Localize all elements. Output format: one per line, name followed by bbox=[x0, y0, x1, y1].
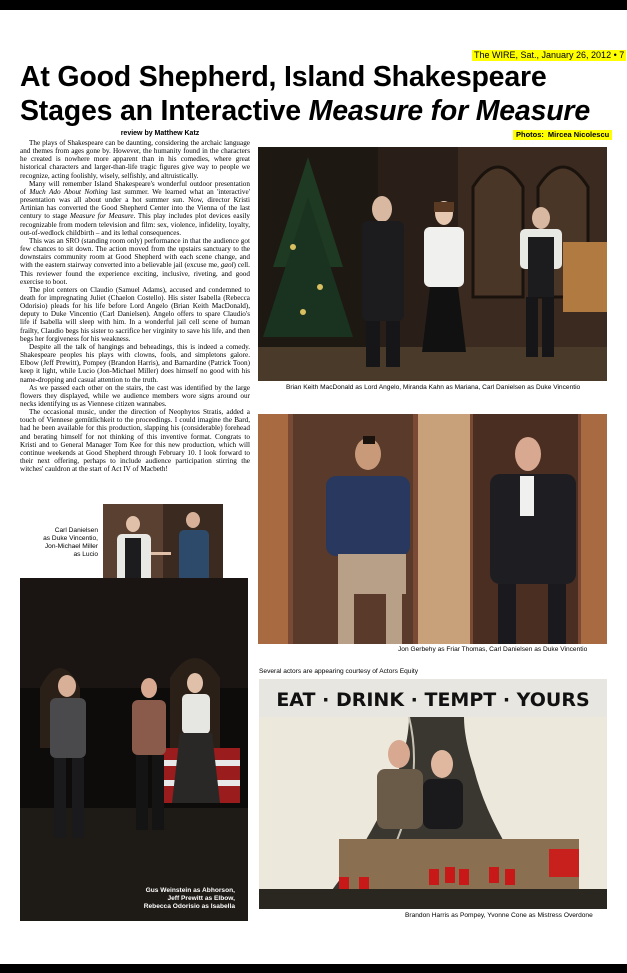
bottom-border bbox=[0, 964, 627, 973]
headline-line-2 bbox=[20, 94, 620, 128]
article-paragraph: The plays of Shakespeare can be daunting, considering the archaic language and themes from ages gone by. However, the humanity found in the characters he created is nowhere more apparent than in his comedies, where great historical characters and larger-than-life tragic figures give way to people we recognize, acting foolishly, wisely, selfishly, and altruistically. bbox=[20, 139, 250, 180]
caption-photo-1: Brian Keith MacDonald as Lord Angelo, Miranda Kahn as Mariana, Carl Danielsen as Duke Vincentio bbox=[286, 384, 581, 391]
dateline: The WIRE, Sat., January 26, 2012 • 7 bbox=[474, 50, 625, 60]
photo-friar-thomas-scene bbox=[258, 414, 607, 644]
headline-line-1: At Good Shepherd, Island Shakespeare bbox=[20, 61, 547, 93]
article-paragraph: As we passed each other on the stairs, the cast was identified by the large flowers they displayed, while we audience members wore signs around our necks identifying us as Viennese citizen wannabes. bbox=[20, 383, 250, 408]
caption-inset: Carl Danielsen as Duke Vincentio, Jon-Michael Miller as Lucio bbox=[43, 527, 98, 558]
banner-text: EAT · DRINK · TEMPT · YOURS bbox=[276, 689, 590, 711]
photos-credit-name: Mircea Nicolescu bbox=[547, 130, 610, 139]
caption-photo-2: Jon Gerbehy as Friar Thomas, Carl Danielsen as Duke Vincentio bbox=[398, 646, 588, 653]
article-paragraph: The occasional music, under the direction of Neophytos Stratis, added a touch of Viennese gemütlichkeit to the proceedings. I could imagine the Bard, had he been available for this production, slapping his (considerable) forehead and berating himself for not thinking of this inventive format. Congrats to Kristi and to General Manager Tom Kee for this new production, which will continue weekends at Good Shepherd through February 10. I look forward to their next offering, perhaps to include audience participation stirring the witches' cauldron at the start of Act IV of Macbeth! bbox=[20, 408, 250, 474]
headline-line-2-italic: Measure for Measure bbox=[308, 95, 590, 127]
byline: review by Matthew Katz bbox=[120, 130, 200, 137]
caption-photo-4: Gus Weinstein as Abhorson, Jeff Prewitt as Elbow, Rebecca Odorisio as Isabella bbox=[143, 887, 235, 910]
article-paragraph: This was an SRO (standing room only) performance in that the audience got few chances to sit down. The action moved from the upstairs sanctuary to the downstairs community room at Good Shepherd with each scene change, and with the eastern stairway converted into a believable jail (excuse me, gaol) cell. This reviewer found the experience exciting, inclusive, riveting, and good exercise to boot. bbox=[20, 236, 250, 286]
top-border bbox=[0, 0, 627, 10]
headline bbox=[20, 60, 620, 128]
photo-abhorson-scene bbox=[20, 578, 248, 921]
article-paragraph: Many will remember Island Shakespeare's wonderful outdoor presentation of Much Ado About Nothing last summer. We learned what an 'interactive' presentation was all about under a hot summer sun. Now, director Kristi Artinian has converted the Good Shepherd Center into the Vienna of the last century to stage Measure for Measure. This play includes plot devices easily recognizable from modern television and film: sex, violence, infidelity, loyalty, out-of-wedlock childbirth – and its lethal consequences. bbox=[20, 179, 250, 237]
article-paragraph: The plot centers on Claudio (Samuel Adams), accused and condemned to death for impregnating Juliet (Chaelon Costello). His sister Isabella (Rebecca Odorisio) pleads for his life before Lord Angelo (Brian Keith MacDonald), deputy to Duke Vincentio (Carl Danielsen). Angelo offers to spare Claudio's life if Isabella will sleep with him. In a wonderful jail cell scene of human frailty, Claudio begs his sister to sacrifice her virginity to save his life, and then begs her forgiveness for his weakness. bbox=[20, 285, 250, 343]
article-paragraph: Despite all the talk of hangings and beheadings, this is indeed a comedy. Shakespeare peoples his plays with clowns, fools, and simpletons galore. Elbow (Jeff Prewitt), Pompey (Brandon Harris), and Barnardine (Patrick Toon) keep it light, while Lucio (Jon-Michael Miller) does himself no good with his name-dropping and casual attention to the truth. bbox=[20, 342, 250, 384]
photos-credit bbox=[513, 130, 612, 140]
photo-lord-angelo-scene bbox=[258, 147, 607, 381]
photos-credit-label: Photos: bbox=[516, 130, 544, 139]
caption-photo-3: Brandon Harris as Pompey, Yvonne Cone as Mistress Overdone bbox=[405, 912, 593, 919]
headline-line-2-regular: Stages an Interactive bbox=[20, 95, 309, 127]
photo-pompey-scene bbox=[259, 679, 607, 909]
article-body bbox=[20, 139, 250, 473]
caption-equity-note: Several actors are appearing courtesy of Actors Equity bbox=[259, 668, 419, 675]
